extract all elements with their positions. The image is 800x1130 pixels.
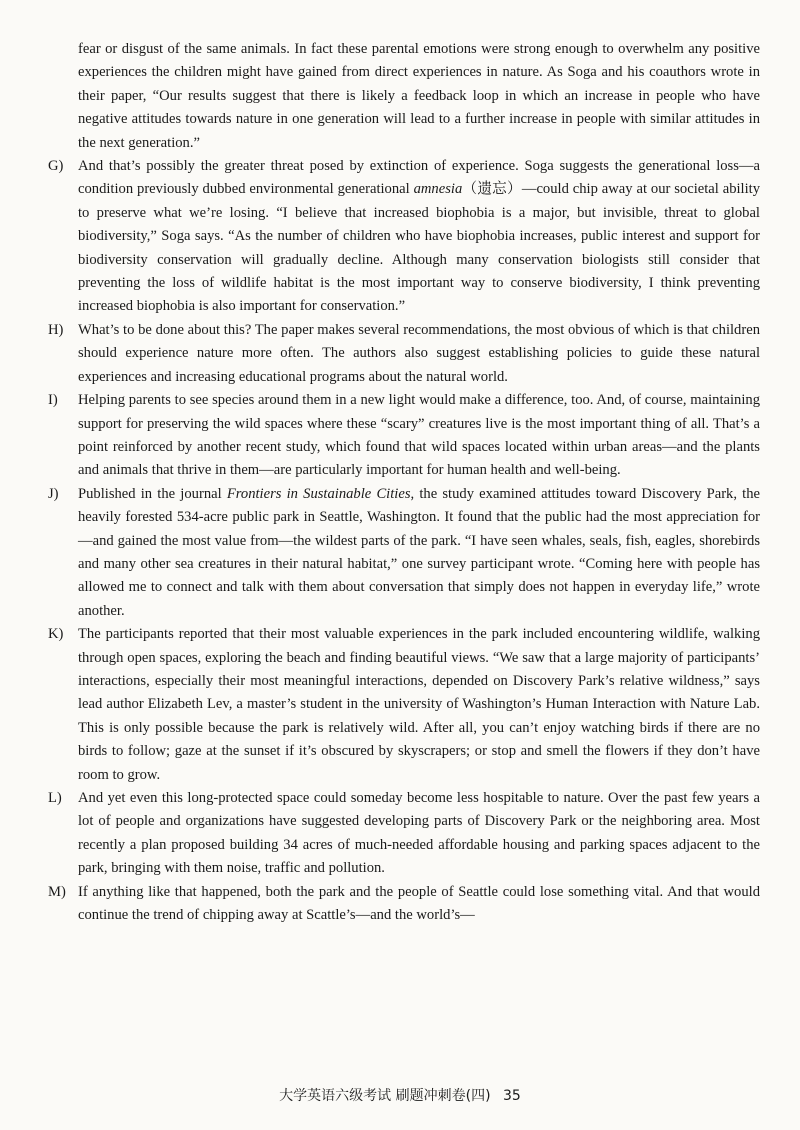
article-body (48, 38, 760, 927)
paragraph-text-h: What’s to be done about this? The paper makes several recommendations, the most obvious of which is that children should experience nature more often. The authors also suggest establishing policies to guide these natural experiences and increasing educational programs about the natural world. (78, 321, 760, 385)
paragraph-h (48, 319, 760, 389)
paragraph-l (48, 787, 760, 881)
paragraph-text-i: Helping parents to see species around them in a new light would make a difference, too. And, of course, maintaining support for preserving the wild spaces where these “scary” creatures live is the most important thing of all. That’s a point reinforced by another recent study, which found that wild spaces located within urban areas—and the plants and animals that thrive in them—are particularly important for human health and well-being. (78, 392, 760, 479)
paragraph-g (48, 155, 760, 319)
paragraph-text-g: And that’s possibly the greater threat posed by extinction of experience. Soga suggests the generational loss—a condition previously dubbed environmental generational amnesia（遗忘）—could chip away at our societal ability to preserve what we’re losing. “I believe that increased biophobia is a major, but invisible, threat to global biodiversity,” Soga says. “As the number of children who have biophobia increases, public interest and support for biodiversity conservation will gradually decline. Although many conservation biologists still consider that preventing the loss of wildlife habitat is the most important way to conserve biodiversity, I think preventing increased biophobia is also important for conservation.” (78, 158, 761, 315)
paragraph-m (48, 881, 760, 928)
paragraph-label-m: M) (48, 883, 66, 900)
paragraph-label-l: L) (48, 790, 62, 806)
paragraph-text-l: And yet even this long-protected space could someday become less hospitable to nature. Over the past few years a lot of people and organizations have suggested developing parts of Discovery Park or the neighboring area. Most recently a plan proposed building 34 acres of much-needed affordable housing and parking spaces adjacent to the park, bringing with them noise, traffic and pollution. (78, 790, 760, 877)
italic-journal-title: Frontiers in Sustainable Cities (226, 485, 411, 502)
paragraph-label-h: H) (48, 321, 64, 338)
paragraph-label-k: K) (48, 626, 64, 643)
paragraph-k (48, 623, 760, 787)
page-footer (0, 1085, 800, 1105)
paragraph-continued: fear or disgust of the same animals. In fact these parental emotions were strong enough to overwhelm any positive experiences the children might have gained from direct experiences in nature. As Soga and his coauthors wrote in their paper, “Our results suggest that there is likely a feedback loop in which an increase in people who have negative attitudes towards nature in one generation will lead to a further increase in people with similar attitudes in the next generation.” (78, 41, 760, 151)
footer-title: 大学英语六级考试 刷题冲刺卷(四) (279, 1088, 491, 1104)
paragraph-j (48, 483, 760, 623)
page-number: 35 (503, 1088, 521, 1104)
paragraph-text-m: If anything like that happened, both the park and the people of Seattle could lose something vital. And that would continue the trend of chipping away at Scattle’s—and the world’s— (78, 883, 760, 924)
paragraph-text-k: The participants reported that their most valuable experiences in the park included encountering wildlife, walking through open spaces, exploring the beach and finding beautiful views. “We saw that a large majority of participants’ interactions, especially their most meaningful interactions, depended on Discovery Park’s relative wildness,” says lead author Elizabeth Lev, a master’s student in the university of Washington’s Human Interaction with Nature Lab. This is only possible because the park is relatively wild. After all, you can’t enjoy watching birds if there are no birds to follow; gaze at the sunset if it’s obscured by skyscrapers; or stop and smell the flowers if they don’t have room to grow. (78, 626, 760, 783)
italic-term-amnesia: amnesia (413, 181, 463, 198)
paragraph-label-g: G) (48, 158, 64, 175)
paragraph-label-i: I) (48, 392, 58, 409)
paragraph-label-j: J) (48, 485, 59, 502)
paragraph-i (48, 389, 760, 483)
paragraph-text-j: Published in the journal Frontiers in Sustainable Cities, the study examined attitudes toward Discovery Park, the heavily forested 534-acre public park in Seattle, Washington. It found that the public had the most appreciation for—and gained the most value from—the wildest parts of the park. “I have seen whales, seals, fish, eagles, shorebirds and many other sea creatures in their natural habitat,” one survey participant wrote. “Coming here with people has allowed me to connect and talk with them about conversation that simply does not happen in everyday life,” wrote another. (78, 485, 761, 619)
